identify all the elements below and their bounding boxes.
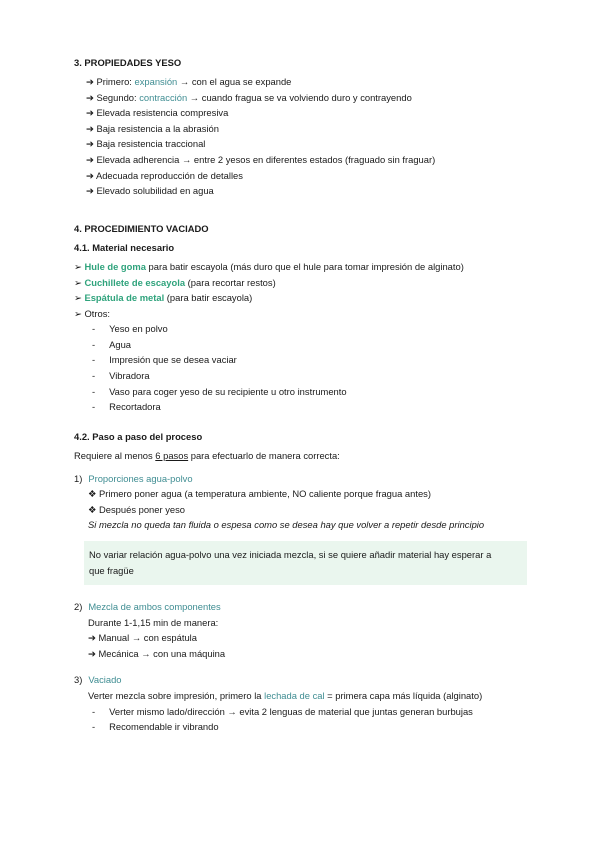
step-3-heading: 3) Vaciado — [74, 674, 122, 685]
otros-item: - Agua — [92, 339, 132, 350]
arrow-icon: ➔ — [86, 123, 94, 134]
material-item: ➢ Hule de goma para batir escayola (más duro que el hule para tomar impresión de alginato) — [74, 261, 464, 272]
property-item: ➔ Adecuada reproducción de detalles — [86, 170, 243, 181]
step-2-heading: 2) Mezcla de ambos componentes — [74, 601, 221, 612]
material-item-otros: ➢ Otros: — [74, 308, 110, 319]
step-1-italic-note: Si mezcla no queda tan fluida o espesa como se desea hay que volver a repetir desde principio — [88, 519, 485, 530]
arrow-icon: ➔ — [86, 138, 94, 149]
step-3-item: - Verter mismo lado/dirección → evita 2 lenguas de material que juntas generan burbujas — [92, 706, 473, 717]
step-1-item: ❖ Después poner yeso — [88, 504, 186, 515]
highlight-note-box — [84, 541, 527, 585]
arrow-icon: ➔ — [86, 107, 94, 118]
arrow-icon: ➔ — [86, 170, 94, 181]
arrow-icon: ➔ — [86, 76, 94, 87]
property-item: ➔ Elevada resistencia compresiva — [86, 107, 229, 118]
property-item: ➔ Elevado solubilidad en agua — [86, 185, 214, 196]
step-1-item: ❖ Primero poner agua (a temperatura ambiente, NO caliente porque fragua antes) — [88, 488, 431, 499]
subsection-4-2-title: 4.2. Paso a paso del proceso — [74, 431, 203, 442]
step-3-line: Verter mezcla sobre impresión, primero la lechada de cal = primera capa más líquida (alginato) — [88, 690, 483, 701]
otros-item: - Yeso en polvo — [92, 323, 168, 334]
step-2-item: ➔ Mecánica → con una máquina — [88, 648, 226, 659]
bullet-icon: ➢ — [74, 308, 82, 319]
steps-intro: Requiere al menos 6 pasos para efectuarlo de manera correcta: — [74, 450, 340, 461]
otros-item: - Vaso para coger yeso de su recipiente u otro instrumento — [92, 386, 347, 397]
property-item: ➔ Elevada adherencia → entre 2 yesos en diferentes estados (fraguado sin fraguar) — [86, 154, 436, 165]
arrow-icon: ➔ — [88, 648, 96, 659]
otros-item: - Recortadora — [92, 401, 161, 412]
note-line: que fragüe — [89, 565, 134, 576]
step-2-line: Durante 1-1,15 min de manera: — [88, 617, 219, 628]
diamond-icon: ❖ — [88, 488, 97, 499]
property-item: ➔ Baja resistencia traccional — [86, 138, 206, 149]
otros-item: - Vibradora — [92, 370, 150, 381]
diamond-icon: ❖ — [88, 504, 97, 515]
subsection-4-1-title: 4.1. Material necesario — [74, 242, 175, 253]
note-line: No variar relación agua-polvo una vez iniciada mezcla, si se quiere añadir material hay esperar a — [89, 549, 492, 560]
bullet-icon: ➢ — [74, 261, 82, 272]
property-item: ➔ Segundo: contracción → cuando fragua se va volviendo duro y contrayendo — [86, 92, 412, 103]
otros-item: - Impresión que se desea vaciar — [92, 354, 237, 365]
property-item: ➔ Primero: expansión → con el agua se expande — [86, 76, 292, 87]
material-item: ➢ Espátula de metal (para batir escayola) — [74, 292, 253, 303]
section-4-title: 4. PROCEDIMIENTO VACIADO — [74, 223, 209, 234]
arrow-icon: ➔ — [88, 632, 96, 643]
step-2-item: ➔ Manual → con espátula — [88, 632, 197, 643]
bullet-icon: ➢ — [74, 277, 82, 288]
arrow-icon: ➔ — [86, 92, 94, 103]
bullet-icon: ➢ — [74, 292, 82, 303]
step-1-heading: 1) Proporciones agua-polvo — [74, 473, 193, 484]
material-item: ➢ Cuchillete de escayola (para recortar restos) — [74, 277, 276, 288]
property-item: ➔ Baja resistencia a la abrasión — [86, 123, 219, 134]
step-3-item: - Recomendable ir vibrando — [92, 721, 219, 732]
arrow-icon: ➔ — [86, 185, 94, 196]
section-3-title: 3. PROPIEDADES YESO — [74, 57, 182, 68]
arrow-icon: ➔ — [86, 154, 94, 165]
